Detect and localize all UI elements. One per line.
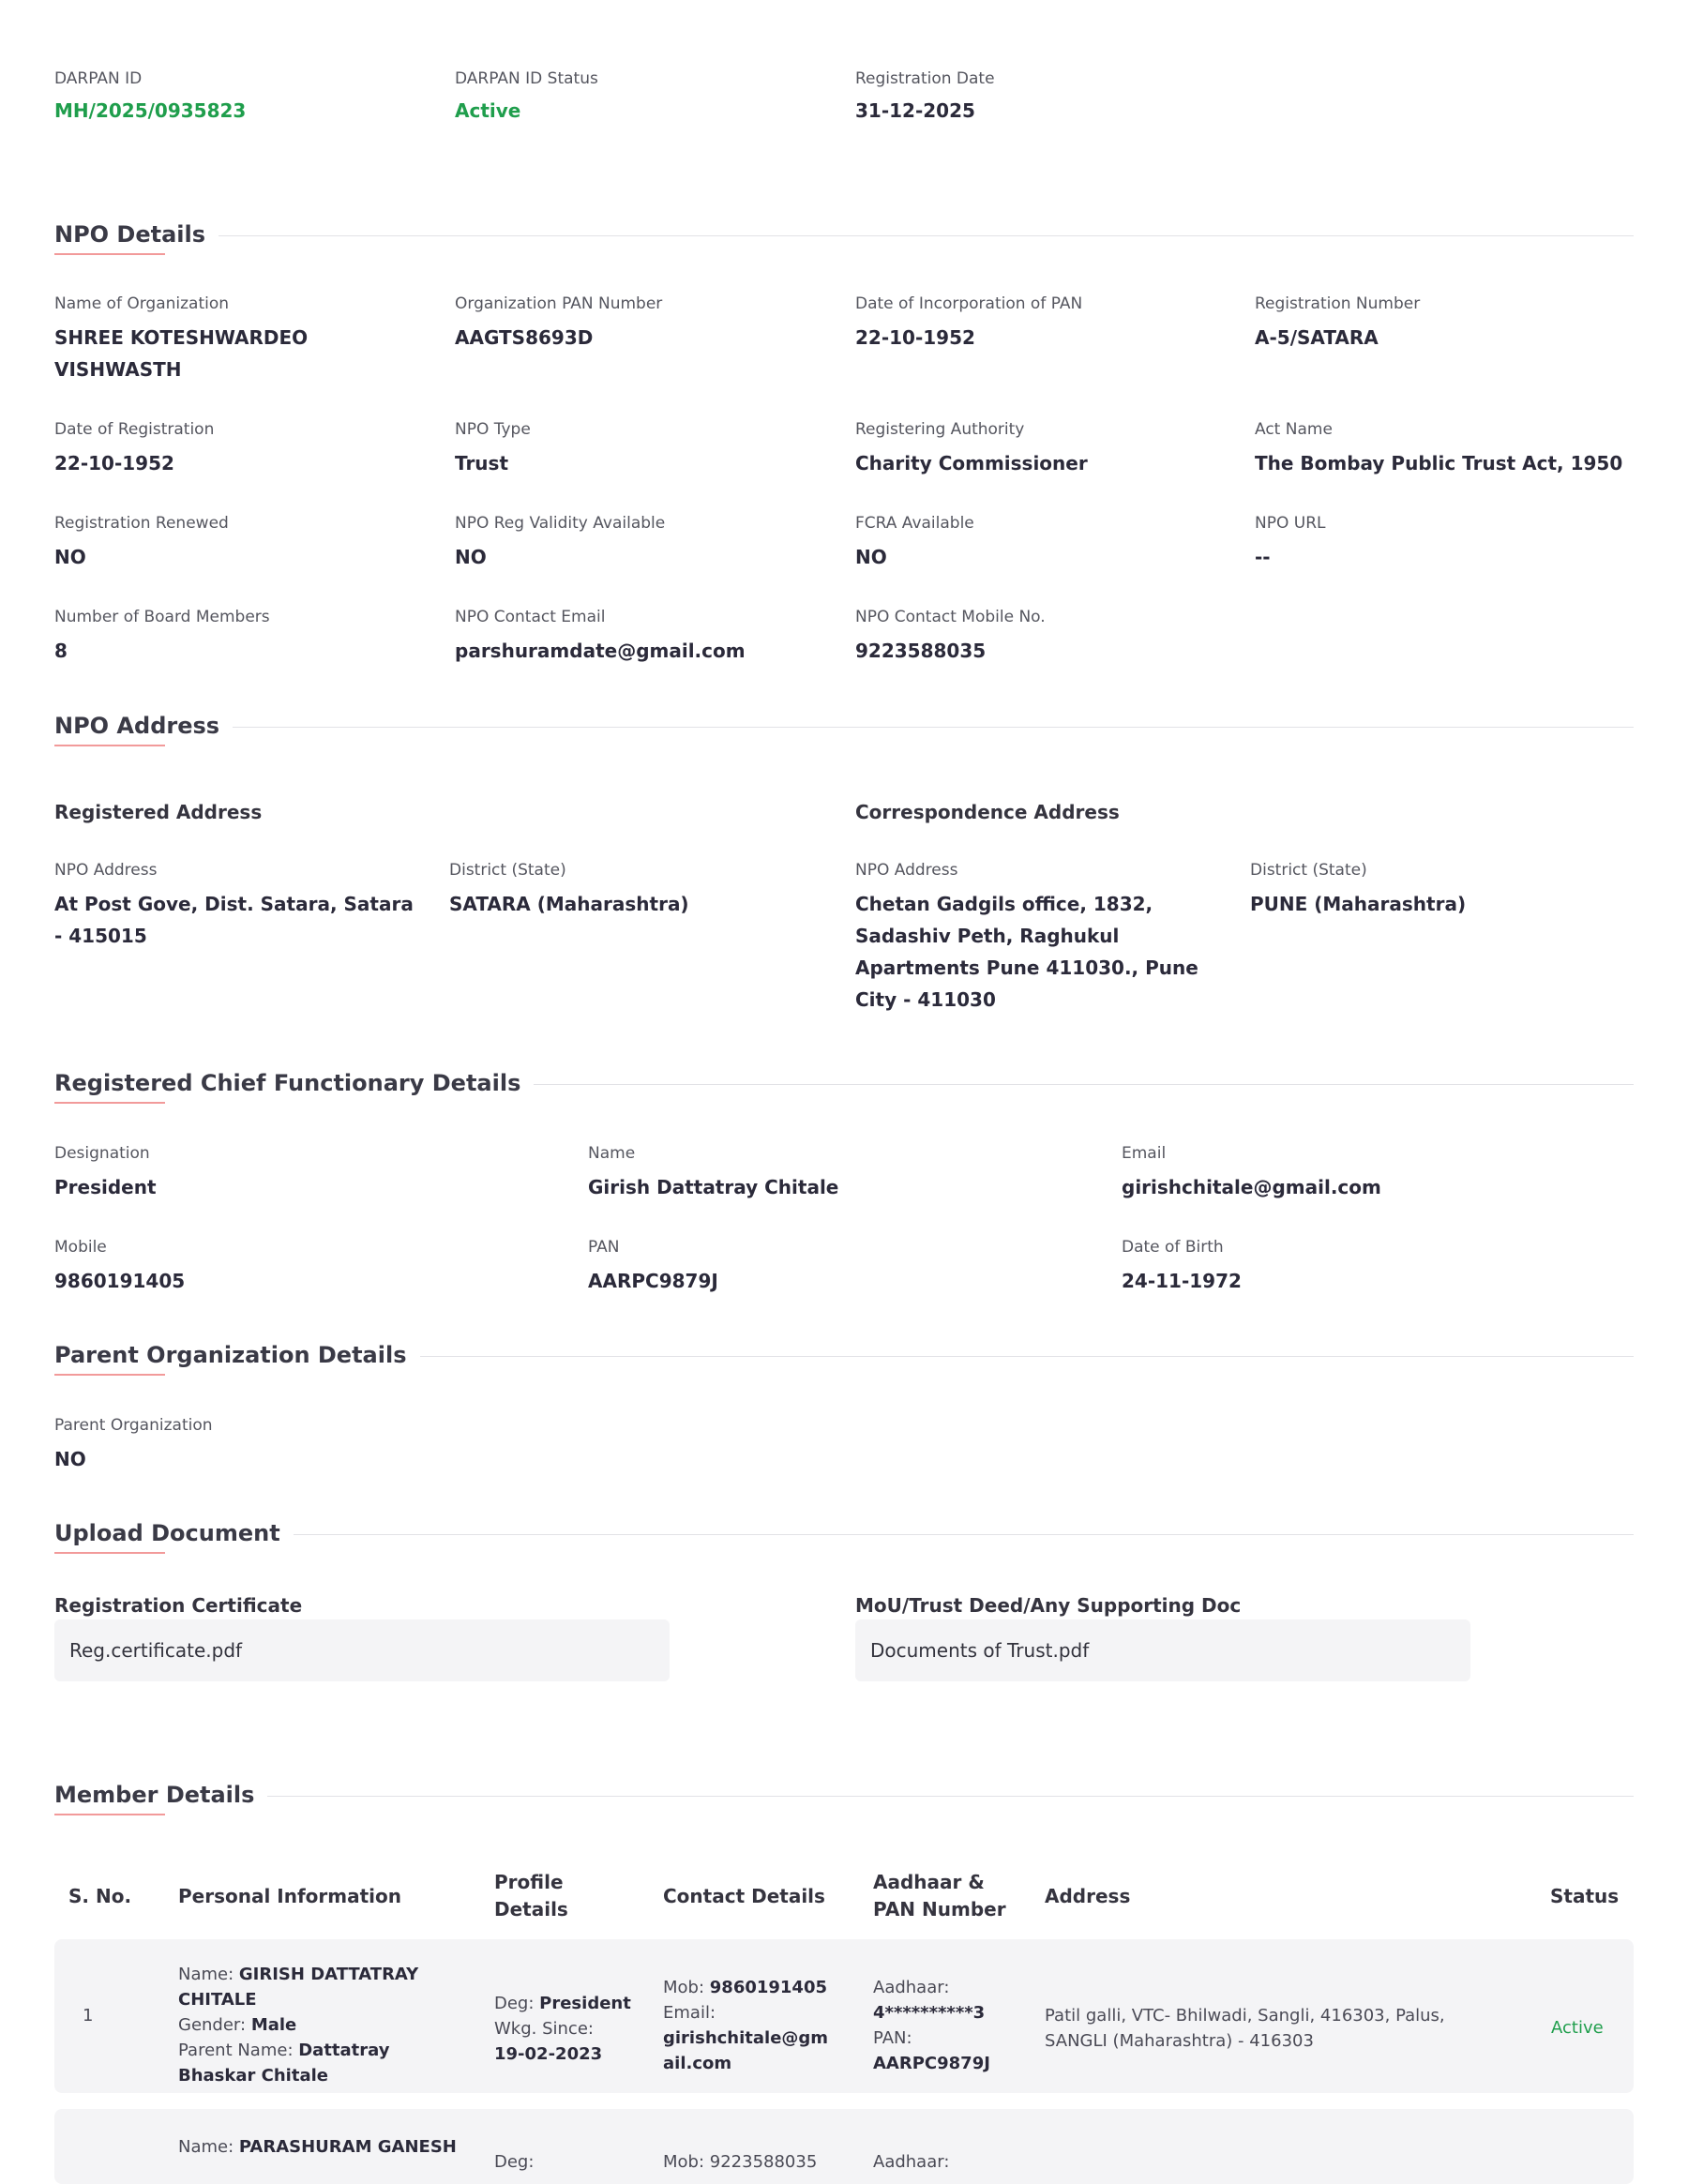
reg-district-value: SATARA (Maharashtra) bbox=[449, 893, 689, 915]
darpan-id-label: DARPAN ID bbox=[54, 69, 143, 88]
row-aadhaar-pan: Aadhaar: 4**********3 PAN: AARPC9879J bbox=[873, 1978, 990, 2073]
npo-reg-validity-label: NPO Reg Validity Available bbox=[455, 514, 666, 533]
registration-number-label: Registration Number bbox=[1255, 294, 1421, 313]
row-status-badge: Active bbox=[1551, 2018, 1604, 2038]
col-header-address: Address bbox=[1045, 1885, 1131, 1907]
upload-document-title: Upload Document bbox=[54, 1520, 294, 1552]
name-of-organization-label: Name of Organization bbox=[54, 294, 230, 313]
npo-url-label: NPO URL bbox=[1255, 514, 1326, 533]
chief-mobile-value: 9860191405 bbox=[54, 1270, 186, 1292]
chief-pan-label: PAN bbox=[588, 1238, 620, 1257]
npo-contact-email-value: parshuramdate@gmail.com bbox=[455, 640, 746, 662]
col-header-profile-details: Profile Details bbox=[494, 1871, 568, 1920]
table-row bbox=[54, 2109, 1634, 2184]
npo-address-section-header bbox=[54, 713, 1634, 750]
row-address: Patil galli, VTC- Bhilwadi, Sangli, 416303, Palus, SANGLI (Maharashtra) - 416303 bbox=[1045, 2006, 1445, 2051]
parent-org-section-header bbox=[54, 1342, 1634, 1379]
npo-details-title: NPO Details bbox=[54, 221, 219, 253]
date-of-registration-value: 22-10-1952 bbox=[54, 452, 174, 474]
registration-certificate-file[interactable]: Reg.certificate.pdf bbox=[54, 1619, 670, 1681]
correspondence-address-heading: Correspondence Address bbox=[855, 801, 1120, 823]
col-header-personal-info: Personal Information bbox=[178, 1885, 401, 1907]
member-details-section-header bbox=[54, 1782, 1634, 1819]
reg-district-label: District (State) bbox=[449, 861, 566, 880]
chief-functionary-title: Registered Chief Functionary Details bbox=[54, 1070, 534, 1102]
row-contact-details: Mob: 9860191405 Email: girishchitale@gm ail.com bbox=[663, 1978, 829, 2073]
member-details-title: Member Details bbox=[54, 1782, 267, 1814]
registration-renewed-value: NO bbox=[54, 546, 86, 568]
npo-contact-mobile-value: 9223588035 bbox=[855, 640, 987, 662]
designation-label: Designation bbox=[54, 1144, 150, 1163]
chief-name-value: Girish Dattatray Chitale bbox=[588, 1176, 839, 1198]
row-profile-details: Deg: bbox=[494, 2152, 535, 2172]
darpan-status-label: DARPAN ID Status bbox=[455, 69, 598, 88]
registering-authority-value: Charity Commissioner bbox=[855, 452, 1088, 474]
parent-org-title: Parent Organization Details bbox=[54, 1342, 420, 1374]
npo-address-title: NPO Address bbox=[54, 713, 233, 745]
registered-address-heading: Registered Address bbox=[54, 801, 263, 823]
row-profile-details: Deg: President Wkg. Since: 19-02-2023 bbox=[494, 1994, 631, 2064]
npo-type-label: NPO Type bbox=[455, 420, 531, 439]
board-members-count-value: 8 bbox=[54, 640, 68, 662]
col-header-sno: S. No. bbox=[68, 1885, 132, 1907]
npo-url-value: -- bbox=[1255, 546, 1271, 568]
row-contact-details: Mob: 9223588035 bbox=[663, 2152, 818, 2172]
mou-trust-deed-heading: MoU/Trust Deed/Any Supporting Doc bbox=[855, 1594, 1242, 1617]
row-personal-info: Name: PARASHURAM GANESH bbox=[178, 2137, 457, 2157]
reg-npo-address-value: At Post Gove, Dist. Satara, Satara - 415015 bbox=[54, 893, 414, 947]
chief-dob-label: Date of Birth bbox=[1122, 1238, 1224, 1257]
col-header-contact-details: Contact Details bbox=[663, 1885, 825, 1907]
date-of-registration-label: Date of Registration bbox=[54, 420, 215, 439]
mou-trust-deed-file[interactable]: Documents of Trust.pdf bbox=[855, 1619, 1470, 1681]
chief-name-label: Name bbox=[588, 1144, 636, 1163]
npo-reg-validity-value: NO bbox=[455, 546, 487, 568]
npo-details-section-header bbox=[54, 221, 1634, 259]
registration-date-value: 31-12-2025 bbox=[855, 99, 975, 122]
row-personal-info: Name: GIRISH DATTATRAY CHITALE Gender: Male Parent Name: Dattatray Bhaskar Chitale bbox=[178, 1965, 419, 2086]
row-sno: 1 bbox=[83, 2006, 94, 2026]
fcra-available-value: NO bbox=[855, 546, 887, 568]
registering-authority-label: Registering Authority bbox=[855, 420, 1025, 439]
corr-npo-address-label: NPO Address bbox=[855, 861, 958, 880]
fcra-available-label: FCRA Available bbox=[855, 514, 974, 533]
corr-district-label: District (State) bbox=[1250, 861, 1367, 880]
act-name-value: The Bombay Public Trust Act, 1950 bbox=[1255, 452, 1623, 474]
corr-npo-address-value: Chetan Gadgils office, 1832, Sadashiv Peth, Raghukul Apartments Pune 411030., Pune City - 411030 bbox=[855, 893, 1198, 1011]
chief-mobile-label: Mobile bbox=[54, 1238, 107, 1257]
chief-pan-value: AARPC9879J bbox=[588, 1270, 718, 1292]
npo-type-value: Trust bbox=[455, 452, 509, 474]
upload-document-section-header bbox=[54, 1520, 1634, 1558]
pan-incorporation-date-value: 22-10-1952 bbox=[855, 326, 975, 349]
registration-certificate-heading: Registration Certificate bbox=[54, 1594, 303, 1617]
parent-org-label: Parent Organization bbox=[54, 1416, 213, 1435]
organization-pan-value: AAGTS8693D bbox=[455, 326, 594, 349]
registration-number-value: A-5/SATARA bbox=[1255, 326, 1379, 349]
col-header-aadhaar-pan: Aadhaar & PAN Number bbox=[873, 1871, 1006, 1920]
reg-npo-address-label: NPO Address bbox=[54, 861, 158, 880]
chief-email-label: Email bbox=[1122, 1144, 1167, 1163]
corr-district-value: PUNE (Maharashtra) bbox=[1250, 893, 1467, 915]
chief-dob-value: 24-11-1972 bbox=[1122, 1270, 1242, 1292]
npo-contact-mobile-label: NPO Contact Mobile No. bbox=[855, 608, 1046, 626]
organization-pan-label: Organization PAN Number bbox=[455, 294, 663, 313]
board-members-count-label: Number of Board Members bbox=[54, 608, 270, 626]
parent-org-value: NO bbox=[54, 1448, 86, 1470]
npo-contact-email-label: NPO Contact Email bbox=[455, 608, 606, 626]
designation-value: President bbox=[54, 1176, 157, 1198]
darpan-id-value: MH/2025/0935823 bbox=[54, 99, 247, 122]
darpan-status-value: Active bbox=[455, 99, 521, 122]
name-of-organization-value: SHREE KOTESHWARDEO VISHWASTH bbox=[54, 326, 309, 381]
col-header-status: Status bbox=[1550, 1885, 1620, 1907]
act-name-label: Act Name bbox=[1255, 420, 1333, 439]
pan-incorporation-date-label: Date of Incorporation of PAN bbox=[855, 294, 1083, 313]
table-row bbox=[54, 1939, 1634, 2093]
row-aadhaar-pan: Aadhaar: bbox=[873, 2152, 950, 2172]
registration-date-label: Registration Date bbox=[855, 69, 995, 88]
chief-email-value: girishchitale@gmail.com bbox=[1122, 1176, 1381, 1198]
chief-functionary-section-header bbox=[54, 1070, 1634, 1107]
registration-renewed-label: Registration Renewed bbox=[54, 514, 229, 533]
